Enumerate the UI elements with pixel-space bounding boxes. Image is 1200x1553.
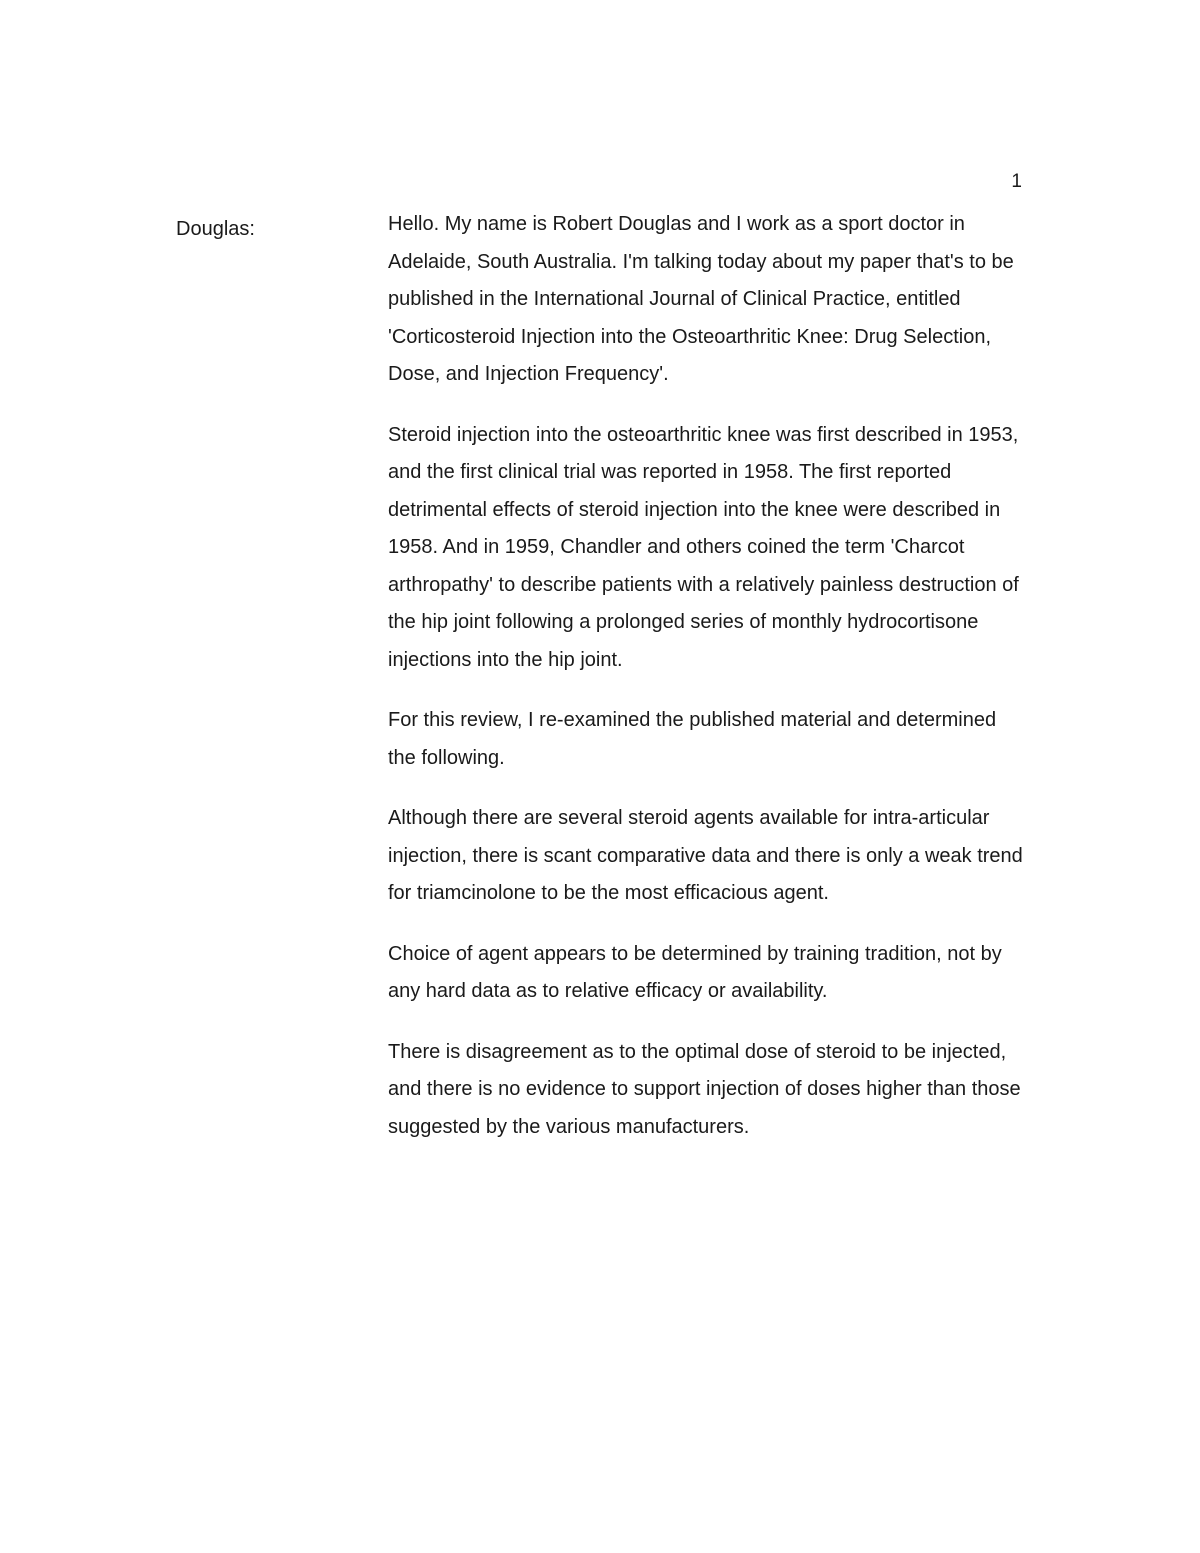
paragraph-dose: There is disagreement as to the optimal dose of steroid to be injected, and there is no evidence to support injection of doses higher than those suggested by the various manufacturers. [388, 1040, 1021, 1138]
transcript-body [388, 206, 1028, 1169]
speaker-label: Douglas: [176, 218, 255, 240]
page-number: 1 [1011, 171, 1022, 192]
paragraph-introduction: Hello. My name is Robert Douglas and I work as a sport doctor in Adelaide, South Australia. I'm talking today about my paper that's to be published in the International Journal of Clinical Practice, entitled 'Corticosteroid Injection into the Osteoarthritic Knee: Drug Selection, Dose, and Injection Frequency'. [388, 213, 1014, 385]
paragraph-review-intro: For this review, I re-examined the published material and determined the following. [388, 709, 997, 769]
paragraph-agent-choice: Choice of agent appears to be determined by training tradition, not by any hard data as to relative efficacy or availability. [388, 942, 1002, 1002]
paragraph-history: Steroid injection into the osteoarthritic knee was first described in 1953, and the first clinical trial was reported in 1958. The first reported detrimental effects of steroid injection into the knee were described in 1958. And in 1959, Chandler and others coined the term 'Charcot arthropathy' to describe patients with a relatively painless destruction of the hip joint following a prolonged series of monthly hydrocortisone injections into the hip joint. [388, 423, 1019, 671]
paragraph-steroid-agents: Although there are several steroid agents available for intra-articular injection, there is scant comparative data and there is only a weak trend for triamcinolone to be the most efficacious agent. [388, 807, 1023, 904]
